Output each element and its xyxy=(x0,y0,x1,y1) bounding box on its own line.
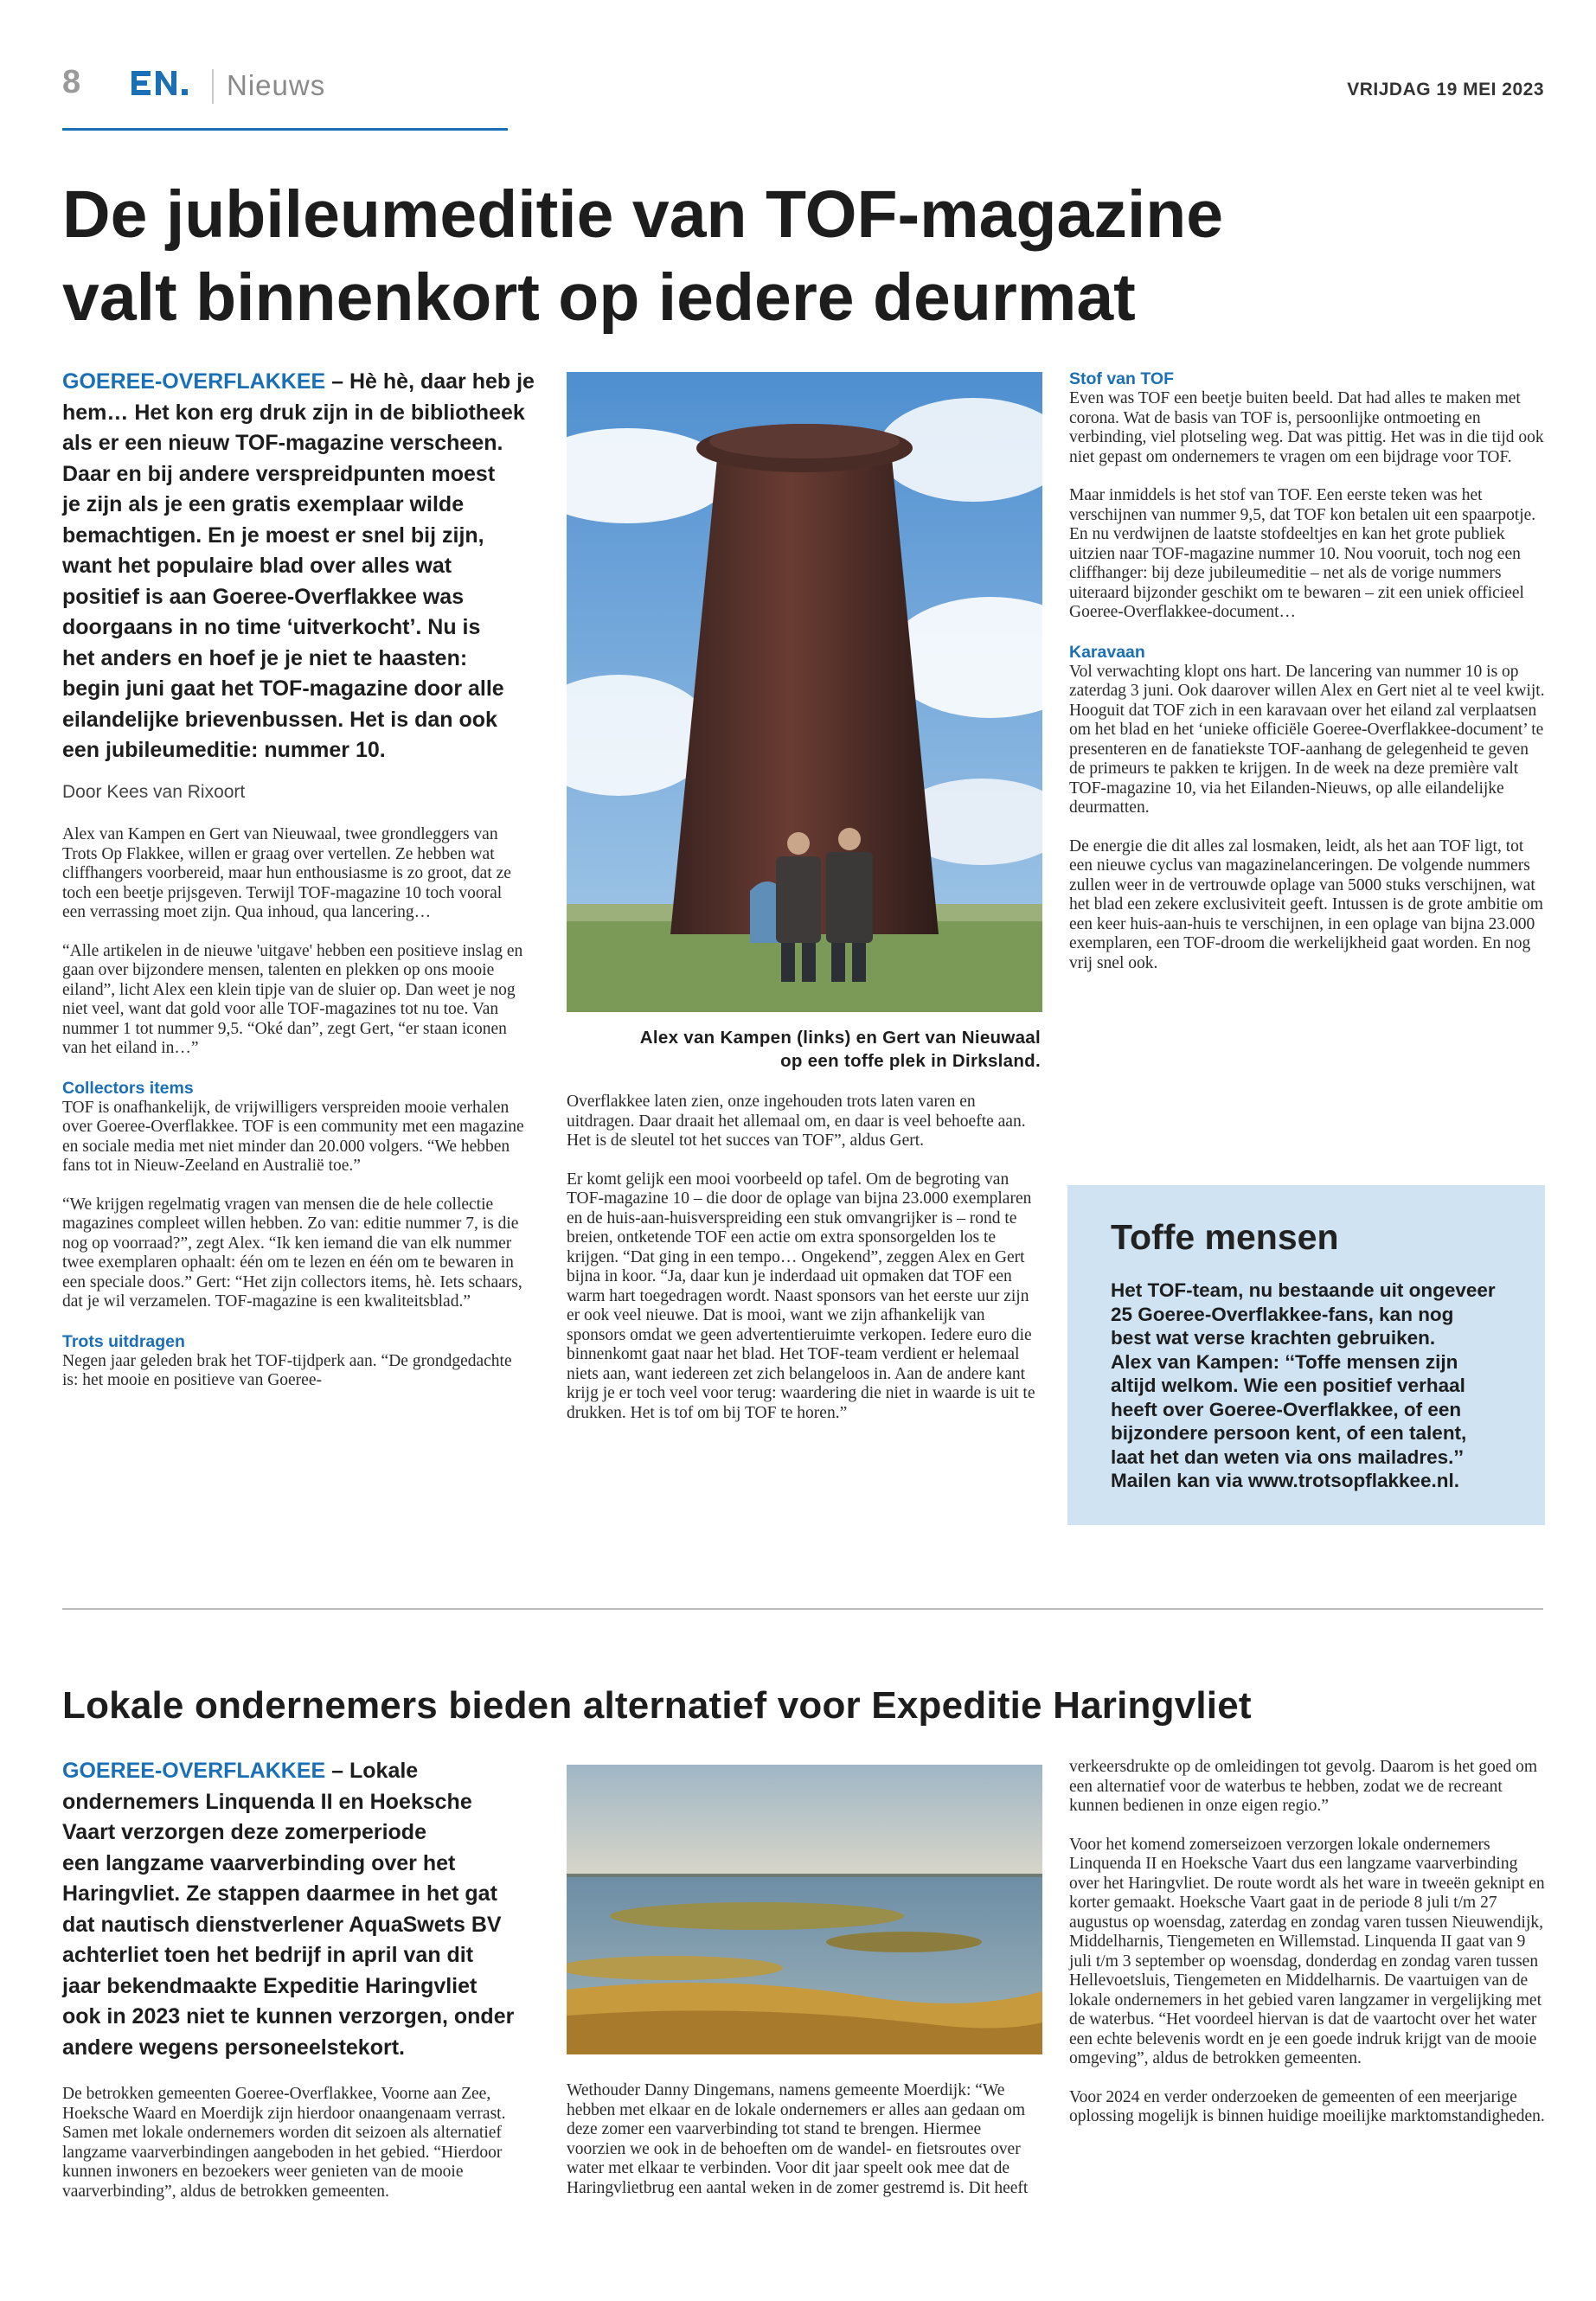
paragraph: Maar inmiddels is het stof van TOF. Een eerste teken was het verschijnen van nummer 9,5, dat TOF kon betalen uit een spaarpotje. En nu verdwijnen de laatste stofdeeltjes en kan het grote publiek uitzien naar TOF-magazine nummer 10. Nou vooruit, toch nog een cliffhanger: bij deze jubileumeditie – net als de vorige nummers uiteraard bijzonder geschikt om te bewaren – zit een uniek officieel Goeree-Overflakkee-document… xyxy=(1069,486,1536,621)
lead-line: Haringvliet. Ze stappen daarmee in het gat xyxy=(62,1881,497,1906)
lead-line: GOEREE-OVERFLAKKEE – Lokale xyxy=(62,1759,419,1783)
issue-date: VRIJDAG 19 MEI 2023 xyxy=(1347,80,1544,99)
lead-line: positief is aan Goeree-Overflakkee was xyxy=(62,584,465,609)
info-box-text xyxy=(1111,1279,1526,1493)
byline: Door Kees van Rixoort xyxy=(62,782,246,802)
lead-line: dat nautisch dienstverlener AquaSwets BV xyxy=(62,1912,502,1937)
box-line: Het TOF-team, nu bestaande uit ongeveer xyxy=(1111,1279,1496,1301)
subheading: Trots uitdragen xyxy=(62,1331,185,1351)
lead-line: Daar en bij andere verspreidpunten moest xyxy=(62,461,496,486)
article-2-headline: Lokale ondernemers bieden alternatief voor Expeditie Haringvliet xyxy=(62,1684,1252,1727)
subheading: Karavaan xyxy=(1069,642,1145,662)
lead-line: een langzame vaarverbinding over het xyxy=(62,1850,456,1875)
box-line: Alex van Kampen: ‘‘Toffe mensen zijn xyxy=(1111,1350,1458,1373)
headline-line-2: valt binnenkort op iedere deurmat xyxy=(62,260,1136,335)
lead-line: ondernemers Linquenda II en Hoeksche xyxy=(62,1789,472,1814)
article-divider xyxy=(62,1608,1543,1610)
paragraph: Even was TOF een beetje buiten beeld. Dat had alles te maken met corona. Wat de basis van TOF is, persoonlijke ontmoeting en verbinding, viel plotseling weg. Dat was pittig. Het was in die tijd ook niet gepast om ondernemers te vragen om een bijdrage voor TOF. xyxy=(1069,389,1544,466)
photo-caption xyxy=(567,1026,1041,1073)
paragraph: Vol verwachting klopt ons hart. De lancering van nummer 10 is op zaterdag 3 juni. Ook daarover willen Alex en Gert niet al te veel kwijt. Hooguit dat TOF zich in een karavaan over het eiland zal verplaatsen om het blad en het ‘unieke officiële Goeree-Overflakkee-document’ te presenteren en de fanatiekste TOF-aanhang de gelegenheid te geven de primeurs te pakken te krijgen. In de week na deze première valt TOF-magazine 10, via het Eilanden-Nieuws, op alle eilandelijke deurmatten. xyxy=(1069,662,1545,817)
paragraph: verkeersdrukte op de omleidingen tot gevolg. Daarom is het goed om een alternatief voor de waterbus te hebben, zodat we de recreant kunnen bedienen in onze eigen regio.” xyxy=(1069,1758,1537,1815)
article-2-column-1 xyxy=(62,2085,538,2221)
lead-line: doorgaans in no time ‘uitverkocht’. Nu is xyxy=(62,615,481,639)
water-tower-photo xyxy=(567,372,1042,1012)
subheading: Collectors items xyxy=(62,1078,194,1098)
lead-line: begin juni gaat het TOF-magazine door alle xyxy=(62,676,504,701)
paragraph: “Alle artikelen in de nieuwe 'uitgave' hebben een positieve inslag en gaan over bijzondere mensen, talenten en plekken op ons mooie eiland”, licht Alex een klein tipje van de sluier op. Dan weet je nog niet veel, want dat gold voor alle TOF-magazines tot nu toe. Van nummer 1 tot nummer 9,5. “Oké dan”, zegt Gert, “er staan iconen van het eiland in…” xyxy=(62,941,523,1057)
box-line: altijd welkom. Wie een positief verhaal xyxy=(1111,1375,1465,1396)
lead-line: je zijn als je een gratis exemplaar wilde xyxy=(62,492,465,516)
article-2-lead xyxy=(62,1756,555,2063)
lead-line: hem… Het kon erg druk zijn in de bibliotheek xyxy=(62,400,525,425)
paragraph: Wethouder Danny Dingemans, namens gemeente Moerdijk: “We hebben met elkaar en de lokale ondernemers er alles aan gedaan om deze zomer een vaarverbinding tot stand te brengen. Hiermee voorzien we ook in de behoeften om de wandel- en fietsroutes over water met elkaar te verbinden. Voor dit jaar speelt ook mee dat de Haringvlietbrug een aantal weken in de zomer gestremd is. Dit heeft xyxy=(567,2081,1029,2197)
article-lead xyxy=(62,367,555,766)
paragraph: TOF is onafhankelijk, de vrijwilligers verspreiden mooie verhalen over Goeree-Overflakkee. TOF is een community met een magazine en sociale media met niet minder dan 20.000 volgers. “We hebben fans tot in Nieuw-Zeeland en Australië toe.” xyxy=(62,1098,524,1175)
box-line: Mailen kan via www.trotsopflakkee.nl. xyxy=(1111,1470,1460,1491)
lead-line: want het populaire blad over alles wat xyxy=(62,554,452,578)
lead-line: ook in 2023 niet te kunnen verzorgen, onder xyxy=(62,2004,515,2029)
paragraph: Negen jaar geleden brak het TOF-tijdperk aan. “De grondgedachte is: het mooie en positieve van Goeree- xyxy=(62,1351,512,1389)
page-number: 8 xyxy=(62,64,81,100)
lead-line: GOEREE-OVERFLAKKEE – Hè hè, daar heb je xyxy=(62,369,535,394)
lead-line: achterliet toen het bedrijf in april van dit xyxy=(62,1943,474,1967)
paragraph: Er komt gelijk een mooi voorbeeld op tafel. Om de begroting van TOF-magazine 10 – die door de oplage van bijna 23.000 exemplaren en de huis-aan-huisverspreiding een stuk omvangrijker is – rond te breien, ontketende TOF een actie om extra sponsorgelden los te krijgen. “Dat ging in een tempo… Ongekend”, zeggen Alex en Gert bijna in koor. “Ja, daar kun je inderdaad uit opmaken dat TOF een warm hart toegedragen wordt. Naast sponsors van het eerste uur zijn er ook veel nieuwe. Dat is mooi, want we zijn afhankelijk van sponsors omdat we geen advertentieruimte verkopen. Iedere euro die binnenkomt gaat naar het blad. Het TOF-team verdient er helemaal niets aan, want iedereen zet zich belangeloos in. Aan de andere kant krijg je er toch veel voor terug: waardering die niet in waarde is uit te drukken. Het is tof om bij TOF te horen.” xyxy=(567,1170,1035,1422)
lead-placename: GOEREE-OVERFLAKKEE xyxy=(62,369,326,394)
headline-line-1: De jubileumeditie van TOF-magazine xyxy=(62,177,1224,252)
paragraph: “We krijgen regelmatig vragen van mensen die de hele collectie magazines compleet willen hebben. Zo van: editie nummer 7, is die nog op voorraad?”, zegt Alex. “Ik ken iemand die van elk nummer twee exemplaren ophaalt: één om te lezen en één om te bewaren in een speciale doos.” Gert: “Het zijn collectors items, hè. Iets schaars, dat je wil verzamelen. TOF-magazine is een kwaliteitsblad.” xyxy=(62,1195,522,1311)
newspaper-logo xyxy=(131,66,201,100)
paragraph: Alex van Kampen en Gert van Nieuwaal, twee grondleggers van Trots Op Flakkee, willen er graag over vertellen. Ze hebben wat cliffhangers voorbereid, maar hun enthousiasme is zo groot, dat ze toch een beetje prijsgeven. Terwijl TOF-magazine 10 toch vooral een verrassing moet zijn. Qua inhoud, qua lancering… xyxy=(62,825,511,921)
box-line: laat het dan weten via ons mailadres.’’ xyxy=(1111,1445,1465,1468)
article-2-column-3 xyxy=(1069,1758,1545,2146)
paragraph: Voor 2024 en verder onderzoeken de gemeenten of een meerjarige oplossing mogelijk is binnen huidige moeilijke marktomstandigheden. xyxy=(1069,2087,1545,2125)
paragraph: Overflakkee laten zien, onze ingehouden trots laten varen en uitdragen. Daar draait het allemaal om, en daar is veel behoefte aan. Het is de sleutel tot het succes van TOF”, aldus Gert. xyxy=(567,1093,1026,1150)
article-column-2 xyxy=(567,1093,1042,1442)
caption-line: Alex van Kampen (links) en Gert van Nieuwaal xyxy=(639,1028,1041,1048)
lead-placename: GOEREE-OVERFLAKKEE xyxy=(62,1759,326,1783)
subheading: Stof van TOF xyxy=(1069,369,1174,388)
haringvliet-photo xyxy=(567,1765,1042,2054)
box-line: 25 Goeree-Overflakkee-fans, kan nog xyxy=(1111,1303,1454,1325)
lead-line: een jubileumeditie: nummer 10. xyxy=(62,738,386,762)
article-column-1 xyxy=(62,825,529,1410)
info-box-title: Toffe mensen xyxy=(1111,1217,1339,1257)
header-rule xyxy=(62,128,508,131)
box-line: heeft over Goeree-Overflakkee, of een xyxy=(1111,1398,1462,1420)
lead-line: als er een nieuw TOF-magazine verscheen. xyxy=(62,431,503,455)
paragraph: Voor het komend zomerseizoen verzorgen lokale ondernemers Linquenda II en Hoeksche Vaart dus een langzame vaarverbinding over het Haringvliet. De route wordt als het ware in tweeën geknipt en korter gemaakt. Hoeksche Vaart gaat in de periode 8 juli t/m 27 augustus op woensdag, zaterdag en zondag varen tussen Nieuwendijk, Middelharnis, Tiengemeten en Willemstad. Linquenda II gaat van 9 juli t/m 3 september op woensdag, donderdag en zondag varen tussen Hellevoetsluis, Tiengemeten en Middelharnis. De vaartuigen van de lokale ondernemers in het gebied varen langzamer in vergelijking met de waterbus. “Het voordeel hiervan is dat de vaartocht over het water een echte belevenis wordt en je een goede indruk krijgt van de mooie omgeving”, aldus de betrokken gemeenten. xyxy=(1069,1835,1545,2067)
paragraph: De energie die dit alles zal losmaken, leidt, als het aan TOF ligt, tot een nieuwe cyclus van magazinelanceringen. De volgende nummers zullen weer in de vertrouwde oplage van 5000 stuks verschijnen, wat het blad een zekere exclusiviteit geeft. Intussen is de grote ambitie om een keer huis-aan-huis te verschijnen, in een oplage van bijna 23.000 exemplaren, een TOF-droom die werkelijkheid gaat worden. En nog vrij snel ook. xyxy=(1069,836,1543,972)
section-label: Nieuws xyxy=(227,69,326,101)
lead-line: jaar bekendmaakte Expeditie Haringvliet xyxy=(62,1973,478,1998)
caption-line: op een toffe plek in Dirksland. xyxy=(780,1051,1041,1071)
article-2-column-2 xyxy=(567,2081,1042,2217)
lead-line: andere wegens personeelstekort. xyxy=(62,2035,405,2060)
paragraph: De betrokken gemeenten Goeree-Overflakkee, Voorne aan Zee, Hoeksche Waard en Moerdijk zijn hierdoor onaangenaam verrast. Samen met lokale ondernemers worden dit seizoen als alternatief langzame vaarverbindingen aangeboden in het gebied. “Hierdoor kunnen inwoners en bezoekers weer genieten van de mooie vaarverbinding”, aldus de betrokken gemeenten. xyxy=(62,2085,506,2201)
lead-line: eilandelijke brievenbussen. Het is dan ook xyxy=(62,707,497,732)
box-line: bijzondere persoon kent, of een talent, xyxy=(1111,1422,1467,1444)
article-headline xyxy=(62,173,1533,339)
article-column-3 xyxy=(1069,369,1545,992)
box-line: best wat verse krachten gebruiken. xyxy=(1111,1327,1436,1349)
lead-line: Vaart verzorgen deze zomerperiode xyxy=(62,1820,426,1844)
lead-line: bemachtigen. En je moest er snel bij zijn, xyxy=(62,522,484,548)
header-separator xyxy=(212,69,214,104)
lead-line: het anders en hoef je je niet te haasten: xyxy=(62,645,468,670)
